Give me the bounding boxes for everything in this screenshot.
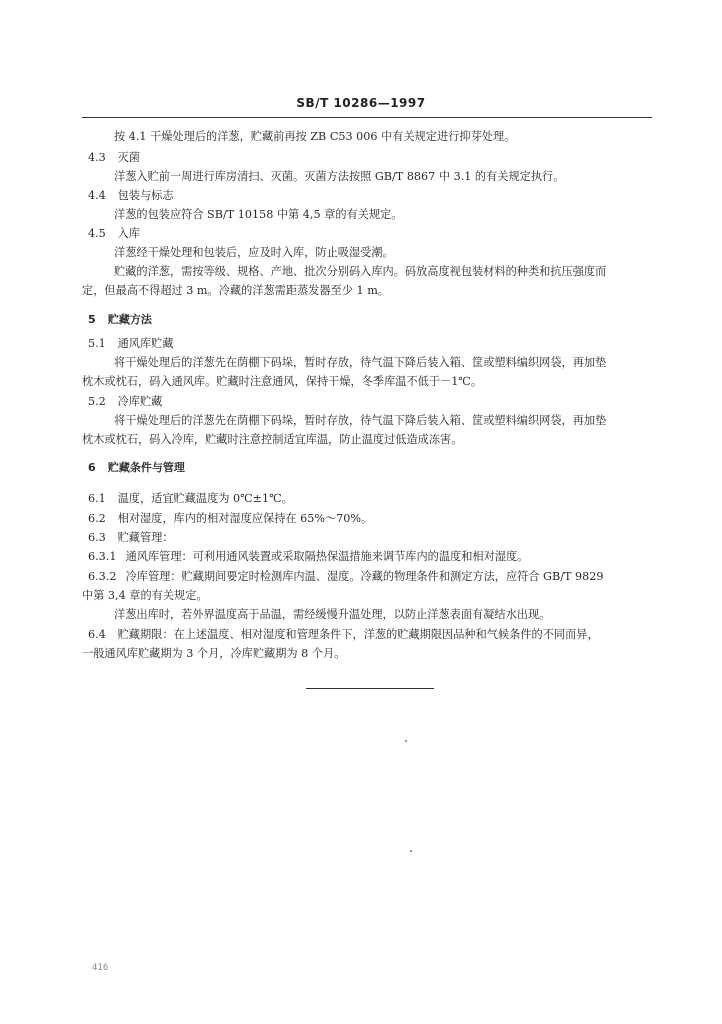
- section-number: 6.3: [88, 531, 106, 544]
- paragraph-storage-entry: 洋葱经干燥处理和包装后，应及时入库，防止吸湿受潮。: [114, 246, 394, 259]
- section-text: 贮藏管理：: [117, 531, 174, 544]
- paragraph-cold-storage-line-1: 将干燥处理后的洋葱先在荫棚下码垛，暂时存放，待气温下降后装入箱、筐或塑料编织网袋，再加垫: [114, 414, 607, 427]
- section-5-2-heading: [88, 394, 162, 410]
- section-title: 入库: [117, 227, 140, 240]
- section-title: 贮藏方法: [107, 313, 152, 326]
- section-number: 6.1: [88, 492, 106, 505]
- section-6-3-management: [88, 530, 174, 546]
- section-4-5-heading: [88, 226, 140, 242]
- paragraph-ventilated-storage-line-1: 将干燥处理后的洋葱先在荫棚下码垛，暂时存放，待气温下降后装入箱、筐或塑料编织网袋，再加垫: [114, 356, 607, 369]
- section-text: 相对湿度，库内的相对湿度应保持在 65%～70%。: [117, 512, 373, 525]
- paragraph-packaging: 洋葱的包装应符合 SB/T 10158 中第 4,5 章的有关规定。: [114, 208, 403, 221]
- section-title: 包装与标志: [117, 189, 174, 202]
- section-title: 通风库贮藏: [117, 337, 174, 350]
- section-number: 4.5: [88, 227, 106, 240]
- section-text: 温度，适宜贮藏温度为 0℃±1℃。: [117, 492, 293, 505]
- section-4-3-heading: [88, 150, 140, 166]
- section-6-3-2-cold-management-line-1: [88, 569, 603, 585]
- paragraph-outbound: 洋葱出库时，若外界温度高于品温，需经缓慢升温处理，以防止洋葱表面有凝结水出现。: [114, 608, 551, 621]
- scan-speck: [410, 850, 412, 852]
- section-6-3-2-cold-management-line-2: 中第 3,4 章的有关规定。: [82, 589, 208, 602]
- section-6-3-1-ventilated-management: [88, 549, 528, 565]
- paragraph-sprout-inhibition: 按 4.1 干燥处理后的洋葱，贮藏前再按 ZB C53 006 中有关规定进行抑芽处理。: [114, 130, 516, 143]
- section-number: 5.1: [88, 337, 106, 350]
- section-6-4-storage-period-line-1: [88, 627, 599, 643]
- section-6-4-storage-period-line-2: 一般通风库贮藏期为 3 个月，冷库贮藏期为 8 个月。: [82, 647, 346, 660]
- section-5-1-heading: [88, 336, 174, 352]
- paragraph-stacking-line-1: 贮藏的洋葱，需按等级、规格、产地、批次分别码入库内。码放高度视包装材料的种类和抗压强度而: [114, 265, 607, 278]
- paragraph-stacking-line-2: 定，但最高不得超过 3 m。冷藏的洋葱需距蒸发器至少 1 m。: [82, 284, 389, 297]
- section-5-heading: [88, 312, 152, 328]
- section-6-2-humidity: [88, 511, 372, 527]
- paragraph-ventilated-storage-line-2: 枕木或枕石，码入通风库。贮藏时注意通风，保持干燥，冬季库温不低于－1℃。: [82, 375, 483, 388]
- section-title: 灭菌: [117, 151, 140, 164]
- scan-speck: [405, 740, 407, 742]
- section-number: 5.2: [88, 395, 106, 408]
- section-number: 6.3.1: [88, 550, 117, 563]
- section-number: 6: [88, 461, 96, 474]
- section-number: 6.3.2: [88, 570, 117, 583]
- section-number: 4.3: [88, 151, 106, 164]
- section-text: 贮藏期限：在上述温度、相对湿度和管理条件下，洋葱的贮藏期限因品种和气候条件的不同而异，: [117, 628, 599, 641]
- section-6-heading: [88, 460, 185, 476]
- section-text: 通风库管理：可利用通风装置或采取隔热保温措施来调节库内的温度和相对湿度。: [125, 550, 529, 563]
- section-title: 冷库贮藏: [117, 395, 163, 408]
- end-of-document-rule: [306, 688, 434, 689]
- section-number: 6.4: [88, 628, 106, 641]
- section-number: 5: [88, 313, 96, 326]
- section-text: 冷库管理：贮藏期间要定时检测库内温、湿度。冷藏的物理条件和测定方法，应符合 GB/T 9829: [125, 570, 604, 583]
- page-number: 416: [92, 963, 109, 973]
- standard-number-header: SB/T 10286—1997: [296, 96, 426, 110]
- section-number: 6.2: [88, 512, 106, 525]
- header-rule: [82, 117, 652, 118]
- section-6-1-temperature: [88, 491, 293, 507]
- paragraph-cold-storage-line-2: 枕木或枕石，码入冷库，贮藏时注意控制适宜库温，防止温度过低造成冻害。: [82, 433, 463, 446]
- section-title: 贮藏条件与管理: [107, 461, 185, 474]
- section-number: 4.4: [88, 189, 106, 202]
- paragraph-sterilization: 洋葱入贮前一周进行库房清扫、灭菌。灭菌方法按照 GB/T 8867 中 3.1 的有关规定执行。: [114, 170, 565, 183]
- section-4-4-heading: [88, 188, 174, 204]
